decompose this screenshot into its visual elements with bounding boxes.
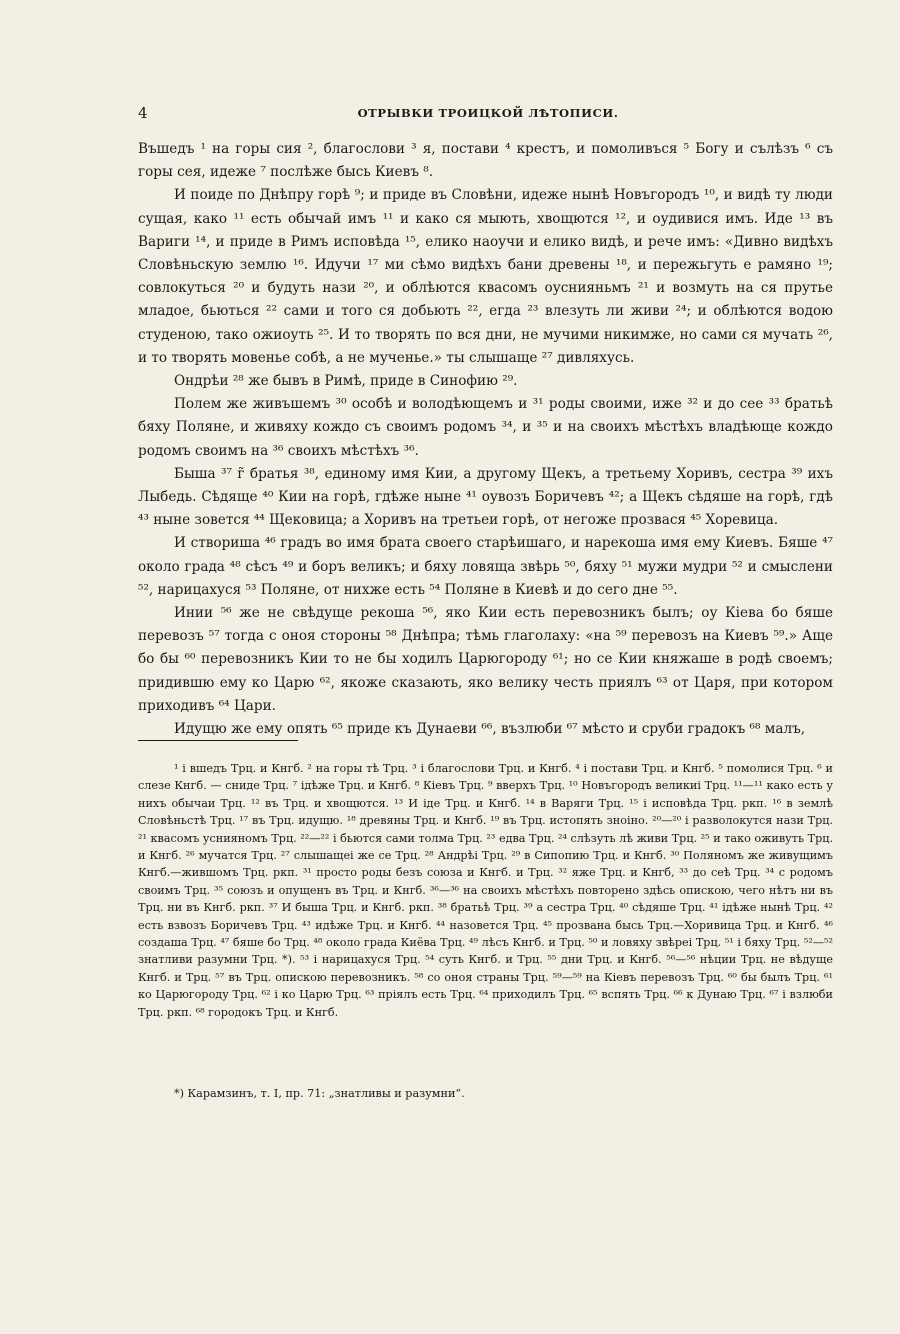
page-header — [138, 104, 838, 124]
main-text — [138, 138, 833, 741]
paragraph: Въшедъ ¹ на горы сия ², благослови ³ я, постави ⁴ крестъ, и помоливъся ⁵ Богу и сълѣзъ ⁶ съ горы сея, идеже ⁷ послѣже бысь Киевъ ⁸. — [138, 141, 833, 181]
asterisk-footnote: *) Карамзинъ, т. I, пр. 71: „знатливы и разумни“. — [174, 1087, 465, 1100]
footnote-divider — [138, 740, 298, 741]
paragraph: Ондрѣи ²⁸ же бывъ в Римѣ, приде в Синофию ²⁹. — [174, 373, 518, 390]
variant-notes: ¹ і вшедъ Трц. и Кнгб. ² на горы тѣ Трц. ³ і благослови Трц. и Кнгб. ⁴ і постави Трц. и Кнгб. ⁵ помолися Трц. ⁶ и слезе Кнгб. — сниде Трц. ⁷ ідѣже Трц. и Кнгб. ⁸ Кіевъ Трц. ⁹ вверхъ Трц. ¹⁰ Новъгородъ великиі Трц. ¹¹—¹¹ како есть у нихъ обычаи Трц. ¹² въ Трц. и хвощются. ¹³ И іде Трц. и Кнгб. ¹⁴ в Варяги Трц. ¹⁵ і исповѣда Трц. ркп. ¹⁶ в землѣ Словѣньстѣ Трц. ¹⁷ въ Трц. идущю. ¹⁸ древяны Трц. и Кнгб. ¹⁹ въ Трц. истопять зноіно. ²⁰—²⁰ і разволокутся нази Трц. ²¹ квасомъ уснияномъ Трц. ²²—²² і бьются сами толма Трц. ²³ едва Трц. ²⁴ слѣзуть лѣ живи Трц. ²⁵ и тако оживуть Трц. и Кнгб. ²⁶ мучатся Трц. ²⁷ слышащеі же се Трц. ²⁸ Андрѣі Трц. ²⁹ в Сипопию Трц. и Кнгб. ³⁰ Поляномъ же живущимъ Кнгб.—жившомъ Трц. ркп. ³¹ просто роды безъ союза и Кнгб. и Трц. ³² яже Трц. и Кнгб, ³³ до сеѣ Трц. ³⁴ с родомъ своимъ Трц. ³⁵ союзъ и опущенъ въ Трц. и Кнгб. ³⁶—³⁶ на своихъ мѣстѣхъ повторено здѣсь опискою, чего нѣтъ ни въ Трц. ни въ Кнгб. ркп. ³⁷ И быша Трц. и Кнгб. ркп. ³⁸ братьѣ Трц. ³⁹ а сестра Трц. ⁴⁰ сѣдяше Трц. ⁴¹ ідѣже нынѣ Трц. ⁴² есть взвозъ Боричевъ Трц. ⁴³ идѣже Трц. и Кнгб. ⁴⁴ назовется Трц. ⁴⁵ прозвана бысь Трц.—Хоривица Трц. и Кнгб. ⁴⁶ создаша Трц. ⁴⁷ бяше бо Трц. ⁴⁸ около града Киёва Трц. ⁴⁹ лѣсъ Кнгб. и Трц. ⁵⁰ и ловяху звѣреі Трц. ⁵¹ і бяху Трц. ⁵²—⁵² знатливи разумни Трц. *). ⁵³ і нарицахуся Трц. ⁵⁴ суть Кнгб. и Трц. ⁵⁵ дни Трц. и Кнгб. ⁵⁶—⁵⁶ нѣции Трц. не вѣдуще Кнгб. и Трц. ⁵⁷ въ Трц. опискою перевозникъ. ⁵⁸ со оноя страны Трц. ⁵⁹—⁵⁹ на Кіевъ перевозъ Трц. ⁶⁰ бы былъ Трц. ⁶¹ ко Царюгороду Трц. ⁶² і ко Царю Трц. ⁶³ пріялъ есть Трц. ⁶⁴ приходилъ Трц. ⁶⁵ вспять Трц. ⁶⁶ к Дунаю Трц. ⁶⁷ і взлюби Трц. ркп. ⁶⁸ городокъ Трц. и Кнгб. — [138, 762, 833, 1019]
paragraph: И поиде по Днѣпру горѣ ⁹; и приде въ Словѣни, идеже нынѣ Новъгородъ ¹⁰, и видѣ ту люди сущая, како ¹¹ есть обычай имъ ¹¹ и како ся мыють, хвощются ¹², и оудивися имъ. Иде ¹³ въ Вариги ¹⁴, и приде в Римъ исповѣда ¹⁵, елико наоучи и елико видѣ, и рече имъ: «Дивно видѣхъ Словѣньскую землю ¹⁶. Идучи ¹⁷ ми сѣмо видѣхъ бани древены ¹⁸, и пережьгуть е рамяно ¹⁹; совлокуться ²⁰ и будуть нази ²⁰, и облѣются квасомъ оуснияньмъ ²¹ и возмуть на ся прутье младое, бьються ²² сами и того ся добьють ²², егда ²³ влезуть ли живи ²⁴; и облѣются водою студеною, тако ожиоуть ²⁵. И то творять по вся дни, не мучими никимже, но сами ся мучать ²⁶, и то творять мовенье собѣ, а не мученье.» ты слышаще ²⁷ дивляхусь. — [138, 187, 833, 366]
paragraph: И створиша ⁴⁶ градъ во имя брата своего старѣишаго, и нарекоша имя ему Киевъ. Бяше ⁴⁷ около града ⁴⁸ сѣсъ ⁴⁹ и боръ великъ; и бяху ловяща звѣрь ⁵⁰, бяху ⁵¹ мужи мудри ⁵² и смыслени ⁵², нарицахуся ⁵³ Поляне, от нихже есть ⁵⁴ Поляне в Киевѣ и до сего дне ⁵⁵. — [138, 535, 833, 598]
page-number: 4 — [138, 104, 148, 122]
paragraph: Полем же живъшемъ ³⁰ особѣ и володѣющемъ и ³¹ роды своими, иже ³² и до сее ³³ братьѣ бяху Поляне, и живяху кождо съ своимъ родомъ ³⁴, и ³⁵ и на своихъ мѣстѣхъ владѣюще кождо родомъ своимъ на ³⁶ своихъ мѣстѣхъ ³⁶. — [138, 396, 833, 459]
paragraph: Идущю же ему опять ⁶⁵ приде къ Дунаеви ⁶⁶, възлюби ⁶⁷ мѣсто и сруби градокъ ⁶⁸ малъ, — [174, 721, 806, 738]
paragraph: Инии ⁵⁶ же не свѣдуще рекоша ⁵⁶, яко Кии есть перевозникъ былъ; оу Кіева бо бяше перевозъ ⁵⁷ тогда с оноя стороны ⁵⁸ Днѣпра; тѣмь глаголаху: «на ⁵⁹ перевозъ на Киевъ ⁵⁹.» Аще бо бы ⁶⁰ перевозникъ Кии то не бы ходилъ Царюгороду ⁶¹; но се Кии княжаше в родѣ своемъ; придившю ему ко Царю ⁶², якоже сказають, яко велику честь приялъ ⁶³ от Царя, при котором приходивъ ⁶⁴ Цари. — [138, 605, 833, 714]
running-title: ОТРЫВКИ ТРОИЦКОЙ ЛѢТОПИСИ. — [357, 106, 619, 120]
paragraph: Быша ³⁷ г̃ братья ³⁸, единому имя Кии, а другому Щекъ, а третьему Хоривъ, сестра ³⁹ ихъ Лыбедь. Сѣдяще ⁴⁰ Кии на горѣ, гдѣже ныне ⁴¹ оувозъ Боричевъ ⁴²; а Щекъ сѣдяше на горѣ, гдѣ ⁴³ ныне зовется ⁴⁴ Щековица; а Хоривъ на третьеи горѣ, от негоже прозвася ⁴⁵ Хоревица. — [138, 465, 833, 529]
